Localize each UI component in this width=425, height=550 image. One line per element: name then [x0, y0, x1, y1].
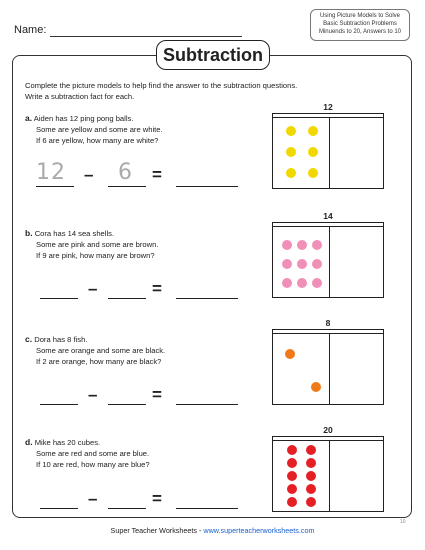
problem-line: Some are orange and some are black. — [36, 346, 166, 355]
problem-letter: d. — [25, 437, 33, 447]
page-title: Subtraction — [156, 40, 270, 70]
dot — [282, 240, 292, 250]
problem-letter: a. — [25, 113, 33, 123]
dot — [308, 168, 318, 178]
equals-sign: = — [152, 385, 162, 404]
dot — [306, 497, 316, 507]
answer-blank-minuend[interactable] — [36, 186, 74, 187]
problem-a-text — [25, 113, 163, 146]
answer-blank-subtrahend[interactable] — [108, 404, 146, 405]
dot — [297, 240, 307, 250]
name-line[interactable] — [50, 36, 242, 37]
worksheet-tag — [310, 9, 410, 41]
dot — [297, 259, 307, 269]
answer-blank-subtrahend[interactable] — [108, 298, 146, 299]
problem-line: Some are yellow and some are white. — [36, 125, 163, 134]
footer — [0, 526, 425, 535]
model-divider — [329, 334, 330, 404]
footer-brand: Super Teacher Worksheets - — [110, 526, 204, 535]
dot — [306, 484, 316, 494]
dot — [287, 471, 297, 481]
answer-blank-difference[interactable] — [176, 508, 238, 509]
equals-sign: = — [152, 165, 162, 184]
tag-line: Basic Subtraction Problems — [323, 21, 397, 27]
problem-line: If 10 are red, how many are blue? — [36, 460, 150, 469]
problem-letter: c. — [25, 334, 33, 344]
tag-line: Minuends to 20, Answers to 10 — [318, 29, 402, 35]
model-divider — [329, 227, 330, 297]
answer-blank-subtrahend[interactable] — [108, 186, 146, 187]
dot — [306, 458, 316, 468]
minus-sign: – — [88, 385, 98, 404]
problem-letter: b. — [25, 228, 33, 238]
picture-model-a — [272, 117, 384, 189]
minus-sign: – — [88, 279, 98, 298]
dot — [287, 484, 297, 494]
answer-blank-subtrahend[interactable] — [108, 508, 146, 509]
problem-b-text — [25, 228, 158, 261]
dot — [297, 278, 307, 288]
dot — [308, 126, 318, 136]
dot — [312, 278, 322, 288]
problem-line: Cora has 14 sea shells. — [34, 229, 115, 238]
dot — [286, 126, 296, 136]
problem-line: If 6 are yellow, how many are white? — [36, 136, 159, 145]
problem-c-text — [25, 334, 165, 367]
answer-blank-difference[interactable] — [176, 186, 238, 187]
minus-sign: – — [84, 165, 94, 184]
problem-line: If 9 are pink, how many are brown? — [36, 251, 155, 260]
page-number: 10 — [400, 519, 406, 525]
answer-blank-minuend[interactable] — [40, 298, 78, 299]
answer-blank-difference[interactable] — [176, 404, 238, 405]
model-total-label: 12 — [323, 102, 333, 112]
dot — [282, 278, 292, 288]
picture-model-d — [272, 440, 384, 512]
answer-blank-minuend[interactable] — [40, 508, 78, 509]
dot — [311, 382, 321, 392]
dot — [312, 240, 322, 250]
model-divider — [329, 118, 330, 188]
traced-minuend: 12 — [36, 160, 66, 185]
problem-line: Mike has 20 cubes. — [34, 438, 101, 447]
instructions — [25, 81, 297, 102]
equals-sign: = — [152, 489, 162, 508]
problem-line: Some are red and some are blue. — [36, 449, 150, 458]
answer-blank-difference[interactable] — [176, 298, 238, 299]
model-divider — [329, 441, 330, 511]
dot — [286, 168, 296, 178]
minus-sign: – — [88, 489, 98, 508]
dot — [287, 458, 297, 468]
problem-line: Some are pink and some are brown. — [36, 240, 159, 249]
dot — [286, 147, 296, 157]
tag-line: Using Picture Models to Solve — [319, 13, 401, 19]
dot — [306, 445, 316, 455]
footer-link[interactable]: www.superteacherworksheets.com — [203, 526, 315, 535]
picture-model-c — [272, 333, 384, 405]
picture-model-b — [272, 226, 384, 298]
model-total-label: 20 — [323, 425, 333, 435]
traced-subtrahend: 6 — [118, 160, 133, 185]
equals-sign: = — [152, 279, 162, 298]
dot — [285, 349, 295, 359]
model-total-label: 8 — [325, 318, 331, 328]
problem-line: Dora has 8 fish. — [34, 335, 88, 344]
answer-blank-minuend[interactable] — [40, 404, 78, 405]
dot — [282, 259, 292, 269]
problem-line: Aiden has 12 ping pong balls. — [33, 114, 134, 123]
name-label: Name: — [14, 24, 47, 36]
instruction-line: Write a subtraction fact for each. — [25, 91, 135, 101]
problem-d-text — [25, 437, 150, 470]
dot — [287, 497, 297, 507]
instruction-line: Complete the picture models to help find the answer to the subtraction questions. — [25, 81, 298, 90]
dot — [308, 147, 318, 157]
dot — [312, 259, 322, 269]
dot — [306, 471, 316, 481]
dot — [287, 445, 297, 455]
model-total-label: 14 — [323, 211, 333, 221]
problem-line: If 2 are orange, how many are black? — [36, 357, 162, 366]
